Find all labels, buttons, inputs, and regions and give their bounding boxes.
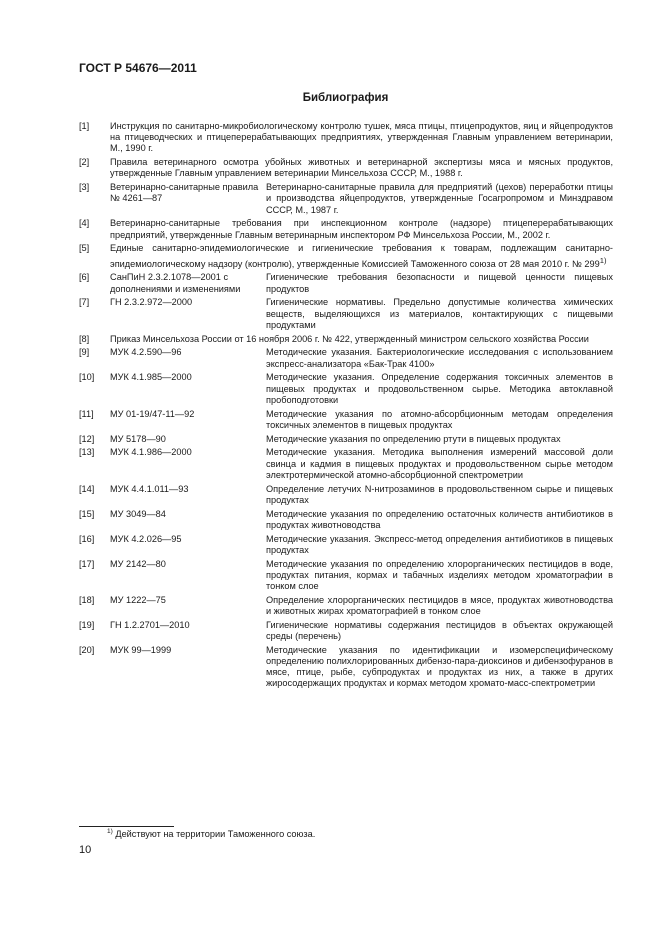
entry-text	[110, 157, 613, 179]
entry-number: [18]	[79, 594, 95, 605]
entry-number: [4]	[79, 218, 90, 229]
entry-description: Гигиенические нормативы. Предельно допустимые количества химических веществ, выделяющихся из материалов, контактирующих с пищевыми продуктами	[266, 297, 613, 330]
entry-text-content: Инструкция по санитарно-микробиологическому контролю тушек, мяса птицы, птицепродуктов, яиц и яйцепродуктов на птицеводческих и птицеперерабатывающих предприятиях, утвержденная Главным управлением ветеринарии, М., 1990 г.	[110, 121, 613, 154]
entry-number: [2]	[79, 157, 90, 168]
document-id-header: ГОСТ Р 54676—2011	[79, 61, 197, 75]
entry-description: Гигиенические нормативы содержания пестицидов в объектах окружающей среды (перечень)	[266, 619, 613, 642]
bibliography-entry	[79, 645, 613, 690]
entry-number: [8]	[79, 333, 90, 344]
entry-number: [15]	[79, 508, 95, 519]
entry-document-code: МУ 01-19/47-11—92	[110, 408, 195, 419]
entry-number: [14]	[79, 483, 95, 494]
bibliography-entry	[79, 620, 613, 642]
entry-document-code: ГН 2.3.2.972—2000	[110, 297, 193, 308]
entry-document-code: МУ 3049—84	[110, 508, 166, 519]
entry-document-code: МУ 5178—90	[110, 433, 166, 444]
entry-description: Методические указания по определению ртути в пищевых продуктах	[266, 433, 561, 444]
bibliography-entry	[79, 272, 613, 294]
entry-number: [13]	[79, 447, 95, 458]
bibliography-entry	[79, 121, 613, 155]
entry-document-code: МУ 2142—80	[110, 558, 166, 569]
entry-description: Определение летучих N-нитрозаминов в продовольственном сырье и пищевых продуктах	[266, 483, 613, 505]
bibliography-entry	[79, 297, 613, 331]
bibliography-entry	[79, 509, 613, 531]
entry-number: [16]	[79, 533, 95, 544]
entry-document-code: СанПиН 2.3.2.1078—2001 с дополнениями и изменениями	[110, 272, 241, 294]
footnote-marker: 1)	[107, 827, 113, 835]
entry-number: [1]	[79, 121, 90, 131]
entry-number: [3]	[79, 182, 90, 193]
entry-description: Гигиенические требования безопасности и пищевой ценности пищевых продуктов	[266, 272, 613, 294]
bibliography-entry	[79, 484, 613, 506]
entry-number: [7]	[79, 297, 90, 308]
entry-text	[110, 334, 613, 345]
entry-document-code: МУК 4.1.985—2000	[110, 372, 192, 383]
entry-description: Определение хлорорганических пестицидов в мясе, продуктах животноводства и животных жирах хроматографией в тонком слое	[266, 594, 613, 617]
entry-description: Методические указания по определению остаточных количеств антибиотиков в продуктах животноводства	[266, 508, 613, 530]
entry-document-code: Ветеринарно-санитарные правила № 4261—87	[110, 182, 259, 204]
bibliography-entry	[79, 447, 613, 481]
entry-number: [11]	[79, 408, 94, 419]
bibliography-entry	[79, 157, 613, 179]
entry-document-code: МУК 4.2.026—95	[110, 533, 182, 544]
entry-description: Ветеринарно-санитарные правила для предприятий (цехов) переработки птицы и производства яйцепродуктов, утвержденные Госагропромом и Минздравом СССР, М., 1987 г.	[266, 182, 613, 215]
entry-document-code: МУК 4.1.986—2000	[110, 447, 192, 458]
entry-description: Методические указания. Бактериологические исследования с использованием экспресс-анализатора «Бак-Трак 4100»	[266, 347, 613, 369]
entry-description: Методические указания. Экспресс-метод определения антибиотиков в пищевых продуктах	[266, 533, 613, 555]
footnote-divider	[79, 826, 174, 827]
bibliography-entry	[79, 434, 613, 445]
entry-document-code: МУК 4.2.590—96	[110, 347, 182, 358]
entry-number: [9]	[79, 347, 90, 358]
entry-description: Методические указания по атомно-абсорбционным методам определения токсичных элементов в пищевых продуктах	[266, 408, 613, 430]
entry-document-code: МУК 99—1999	[110, 644, 172, 655]
entry-number: [6]	[79, 272, 90, 283]
entry-text-content: Единые санитарно-эпидемиологические и гигиенические требования к товарам, подлежащим санитарно-эпидемиологическому надзору (контролю), утвержденные Комиссией Таможенного союза от 28 мая 2010 г. № 299	[110, 243, 613, 269]
entry-text	[110, 218, 613, 240]
footnote-text: Действуют на территории Таможенного союза.	[115, 829, 316, 839]
bibliography-entry	[79, 595, 613, 617]
bibliography-entry	[79, 559, 613, 593]
bibliography-entry	[79, 334, 613, 345]
entry-text	[110, 121, 613, 155]
entry-description: Методические указания. Определение содержания токсичных элементов в пищевых продуктах и продовольственном сырье. Методика автоклавной пробоподготовки	[266, 372, 613, 405]
entry-document-code: ГН 1.2.2701—2010	[110, 619, 190, 630]
entry-number: [20]	[79, 644, 95, 655]
bibliography-entry	[79, 218, 613, 240]
footnote	[107, 829, 315, 839]
bibliography-entry	[79, 409, 613, 431]
entry-description: Методические указания по идентификации и изомерспецифическому определению полихлорированных дибензо-пара-диоксинов и дибензофуранов в мясе, птице, рыбе, субпродуктах и продуктах из них, а также в других жиросодержащих продуктах и кормах методом хромато-масс-спектрометрии	[266, 644, 613, 689]
page-number: 10	[79, 844, 92, 856]
bibliography-entry	[79, 534, 613, 556]
footnote-reference: 1)	[599, 255, 607, 265]
entry-number: [17]	[79, 558, 95, 569]
entry-document-code: МУК 4.4.1.011—93	[110, 483, 189, 494]
entry-number: [12]	[79, 433, 95, 444]
entry-number: [19]	[79, 619, 95, 630]
entry-text-content: Правила ветеринарного осмотра убойных животных и ветеринарной экспертизы мяса и мясных продуктов, утвержденные Главным управлением ветеринарии Минсельхоза СССР, М., 1988 г.	[110, 157, 613, 179]
entry-text	[110, 243, 613, 269]
entry-text-content: Ветеринарно-санитарные требования при инспекционном контроле (надзоре) птицеперерабатывающих предприятий, утвержденные Главным ветеринарным инспектором РФ Минсельхоза России, М., 2002 г.	[110, 218, 613, 240]
bibliography-entry	[79, 182, 613, 216]
entry-document-code: МУ 1222—75	[110, 594, 166, 605]
bibliography-entry	[79, 372, 613, 406]
entry-description: Методические указания. Методика выполнения измерений массовой доли свинца и кадмия в пищевых продуктах и продовольственном сырье методом электротермической атомно-абсорбционной спектрометрии	[266, 447, 613, 480]
bibliography-entry	[79, 243, 613, 269]
bibliography-list	[79, 121, 613, 692]
entry-text-content: Приказ Минсельхоза России от 16 ноября 2006 г. № 422, утвержденный министром сельского хозяйства России	[110, 333, 589, 344]
entry-number: [5]	[79, 243, 90, 254]
entry-number: [10]	[79, 372, 95, 383]
entry-description: Методические указания по определению хлорорганических пестицидов в воде, продуктах питания, кормах и табачных изделиях методом хроматографии в тонком слое	[266, 558, 613, 592]
bibliography-entry	[79, 347, 613, 369]
page-title: Библиография	[302, 92, 389, 104]
